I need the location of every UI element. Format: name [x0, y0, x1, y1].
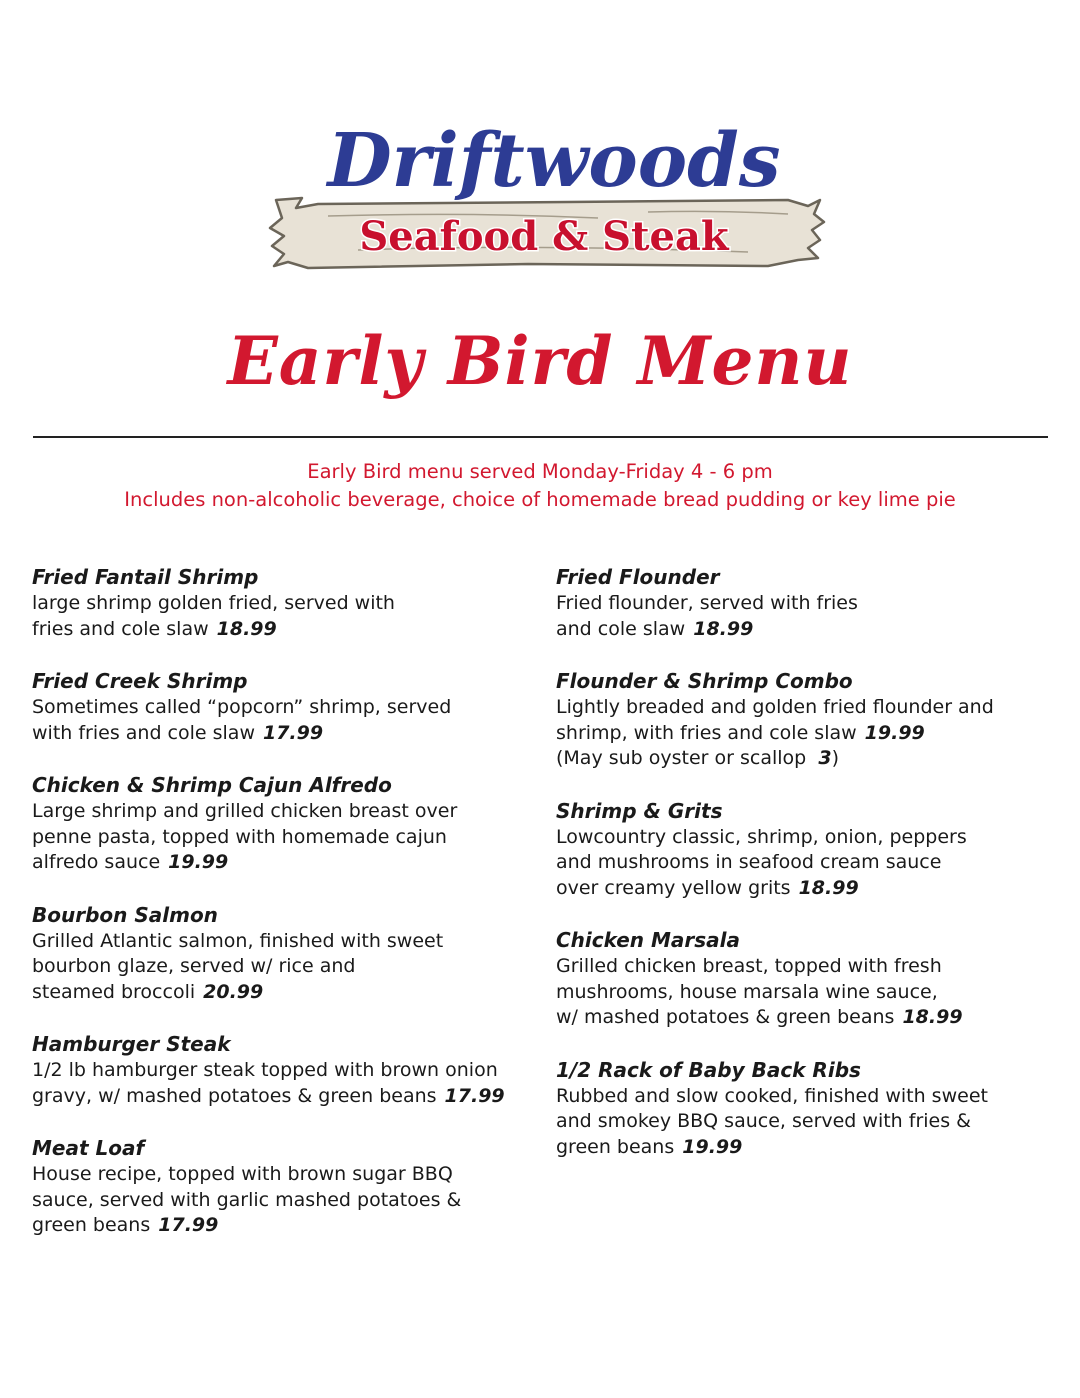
menu-item	[32, 1135, 532, 1239]
item-price: 17.99	[262, 721, 324, 744]
divider	[33, 436, 1048, 438]
item-price: 18.99	[902, 1006, 963, 1028]
menu-item	[556, 564, 1056, 642]
item-description: Large shrimp and grilled chicken breast over penne pasta, topped with homemade cajun alfredo sauce 19.99	[32, 800, 458, 873]
item-description: large shrimp golden fried, served with fries and cole slaw 18.99	[32, 592, 395, 640]
item-description: Sometimes called “popcorn” shrimp, served with fries and cole slaw 17.99	[32, 696, 452, 744]
item-description: Lightly breaded and golden fried flounder and shrimp, with fries and cole slaw 19.99	[556, 696, 994, 744]
menu-item	[32, 564, 532, 642]
item-price: 18.99	[693, 617, 754, 640]
menu-column-left	[32, 564, 532, 1265]
item-description: Lowcountry classic, shrimp, onion, peppers and mushrooms in seafood cream sauce over creamy yellow grits 18.99	[556, 825, 967, 899]
menu-item	[556, 927, 1056, 1031]
driftwoods-logo	[268, 108, 828, 278]
item-name: Hamburger Steak	[32, 1032, 231, 1056]
menu-item	[556, 1057, 1056, 1161]
item-name: Chicken & Shrimp Cajun Alfredo	[32, 773, 392, 797]
substitution-note: (May sub oyster or scallop 3)	[556, 747, 839, 769]
menu-column-right	[556, 564, 1056, 1186]
item-price: 19.99	[168, 851, 229, 873]
item-price: 19.99	[682, 1135, 743, 1158]
item-name: Fried Fantail Shrimp	[32, 565, 259, 589]
item-name: Bourbon Salmon	[32, 902, 218, 927]
menu-item	[556, 798, 1056, 902]
item-description: 1/2 lb hamburger steak topped with brown onion gravy, w/ mashed potatoes & green beans 17.99	[32, 1059, 505, 1107]
item-description: House recipe, topped with brown sugar BBQ sauce, served with garlic mashed potatoes & green beans 17.99	[32, 1163, 462, 1236]
item-price: 18.99	[798, 876, 859, 899]
item-price: 20.99	[203, 980, 264, 1003]
item-price: 19.99	[864, 721, 925, 744]
menu-title: Early Bird Menu	[227, 322, 853, 400]
item-price: 18.99	[216, 617, 277, 640]
included-extras: Includes non-alcoholic beverage, choice of homemade bread pudding or key lime pie	[124, 488, 956, 511]
item-name: Flounder & Shrimp Combo	[556, 669, 853, 693]
service-hours: Early Bird menu served Monday-Friday 4 - 6 pm	[307, 460, 773, 483]
service-notes	[0, 458, 1080, 514]
menu-item	[32, 902, 532, 1006]
item-name: Fried Creek Shrimp	[32, 669, 248, 693]
item-name: 1/2 Rack of Baby Back Ribs	[556, 1057, 861, 1082]
item-description: Grilled chicken breast, topped with fresh mushrooms, house marsala wine sauce, w/ mashed potatoes & green beans 18.99	[556, 955, 963, 1028]
substitution-price: 3	[818, 747, 832, 769]
item-description: Grilled Atlantic salmon, finished with sweet bourbon glaze, served w/ rice and steamed broccoli 20.99	[32, 929, 444, 1003]
item-name: Chicken Marsala	[556, 928, 740, 952]
item-price: 17.99	[158, 1214, 219, 1236]
item-price: 17.99	[444, 1084, 505, 1107]
menu-item	[32, 1031, 532, 1109]
item-name: Shrimp & Grits	[556, 798, 723, 823]
menu-item	[32, 668, 532, 746]
item-name: Fried Flounder	[556, 565, 720, 589]
brand-wordmark: Driftwoods	[327, 118, 781, 204]
item-description: Fried flounder, served with fries and cole slaw 18.99	[556, 592, 858, 640]
tagline-wordmark: Seafood & Steak	[359, 213, 729, 260]
menu-item	[556, 668, 1056, 772]
menu-item	[32, 772, 532, 876]
item-description: Rubbed and slow cooked, finished with sweet and smokey BBQ sauce, served with fries & green beans 19.99	[556, 1084, 988, 1158]
item-name: Meat Loaf	[32, 1136, 145, 1160]
